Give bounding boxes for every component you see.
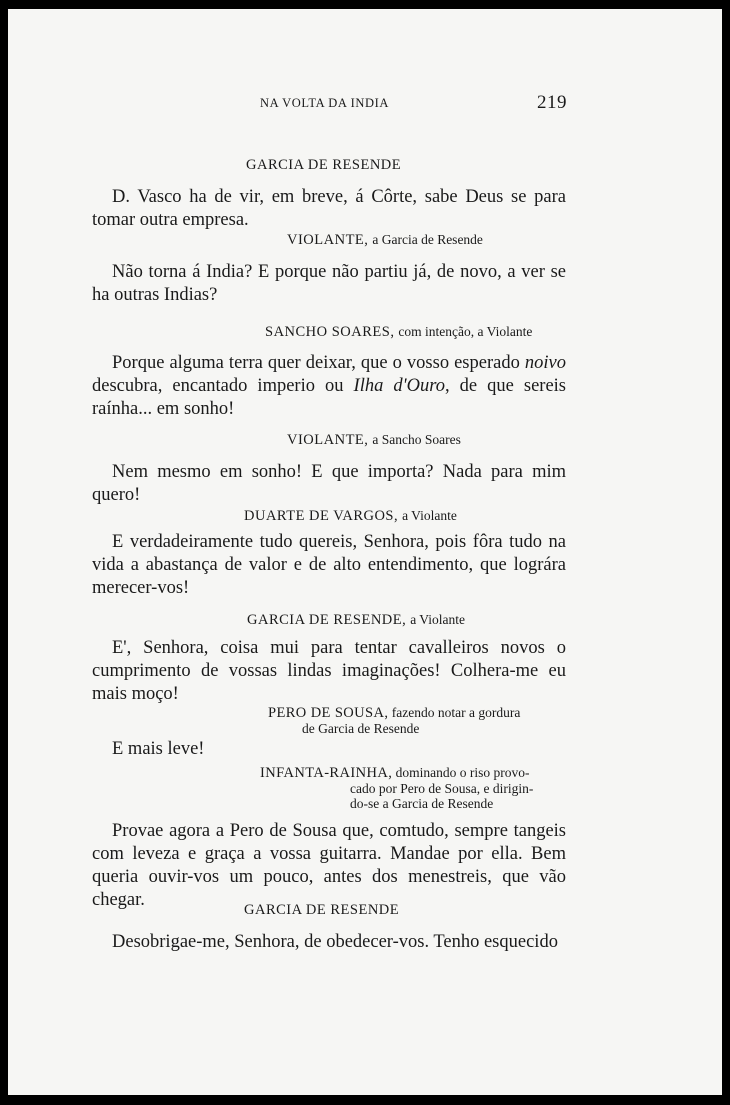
speaker-heading: [92, 155, 720, 175]
stage-direction: a Violante: [410, 612, 465, 627]
speaker-heading: [92, 705, 566, 736]
speech-paragraph: Nem mesmo em sonho! E que importa? Nada para mim quero!: [92, 462, 566, 505]
stage-direction: a Violante: [402, 508, 457, 523]
speaker-name: SANCHO SOARES,: [265, 324, 395, 340]
speaker-name: PERO DE SOUSA,: [268, 705, 389, 721]
page-header: [0, 92, 730, 116]
speaker-name: GARCIA DE RESENDE: [246, 157, 402, 173]
speech-emphasis: Ilha d'Ouro: [353, 376, 445, 396]
speech-paragraph: Provae agora a Pero de Sousa que, comtudo, sempre tangeis com leveza e graça a vossa guitarra. Mandae por ella. Bem queria ouvir-vos um pouco, antes dos menestreis, que vão chegar.: [92, 821, 566, 910]
speaker-name: INFANTA-RAINHA,: [260, 765, 393, 781]
stage-direction: a Garcia de Resende: [372, 232, 483, 247]
speaker-heading: [92, 230, 730, 250]
speaker-name: GARCIA DE RESENDE,: [247, 612, 407, 628]
stage-direction: com intenção, a Violante: [398, 324, 533, 339]
page-number: 219: [537, 92, 567, 113]
speaker-heading: [92, 322, 730, 342]
speech-text: Porque alguma terra quer deixar, que o vosso esperado: [112, 353, 525, 373]
speaker-name: DUARTE DE VARGOS,: [244, 508, 399, 524]
stage-direction: a Sancho Soares: [372, 432, 461, 447]
speech-paragraph: E verdadeiramente tudo quereis, Senhora, pois fôra tudo na vida a abastança de valor e de alto entendimento, que lográra merecer-vos!: [92, 532, 566, 598]
stage-direction: do-se a Garcia de Resende: [350, 796, 494, 811]
speech-paragraph: E mais leve!: [112, 739, 205, 759]
speech-paragraph: Desobrigae-me, Senhora, de obedecer-vos. Tenho esquecido: [112, 932, 558, 952]
speech-paragraph: Não torna á India? E porque não partiu já, de novo, a ver se ha outras Indias?: [92, 262, 566, 305]
speech-paragraph: D. Vasco ha de vir, em breve, á Côrte, sabe Deus se para tomar outra empresa.: [92, 187, 566, 230]
running-title: NA VOLTA DA INDIA: [260, 96, 389, 110]
speech-text: descubra, encantado imperio ou: [92, 376, 354, 396]
speech-paragraph: E', Senhora, coisa mui para tentar cavalleiros novos o cumprimento de vossas lindas imaginações! Colhera-me eu mais moço!: [92, 638, 566, 704]
speech-paragraph: [92, 352, 566, 421]
speaker-heading: [92, 610, 721, 630]
speaker-heading: [92, 765, 566, 811]
speaker-name: VIOLANTE,: [287, 232, 369, 248]
stage-direction: cado por Pero de Sousa, e dirigin-: [350, 781, 534, 796]
speech-emphasis: noivo: [524, 353, 566, 373]
stage-direction: fazendo notar a gordura: [391, 705, 521, 720]
speech-text: , de que sereis raínha... em sonho!: [92, 376, 566, 419]
speaker-name: VIOLANTE,: [287, 432, 369, 448]
speaker-heading: [92, 900, 718, 920]
speaker-heading: [92, 430, 730, 450]
speaker-name: GARCIA DE RESENDE: [244, 902, 400, 918]
speaker-heading: [92, 506, 718, 526]
stage-direction: de Garcia de Resende: [302, 721, 420, 736]
stage-direction: dominando o riso provo-: [395, 765, 530, 780]
